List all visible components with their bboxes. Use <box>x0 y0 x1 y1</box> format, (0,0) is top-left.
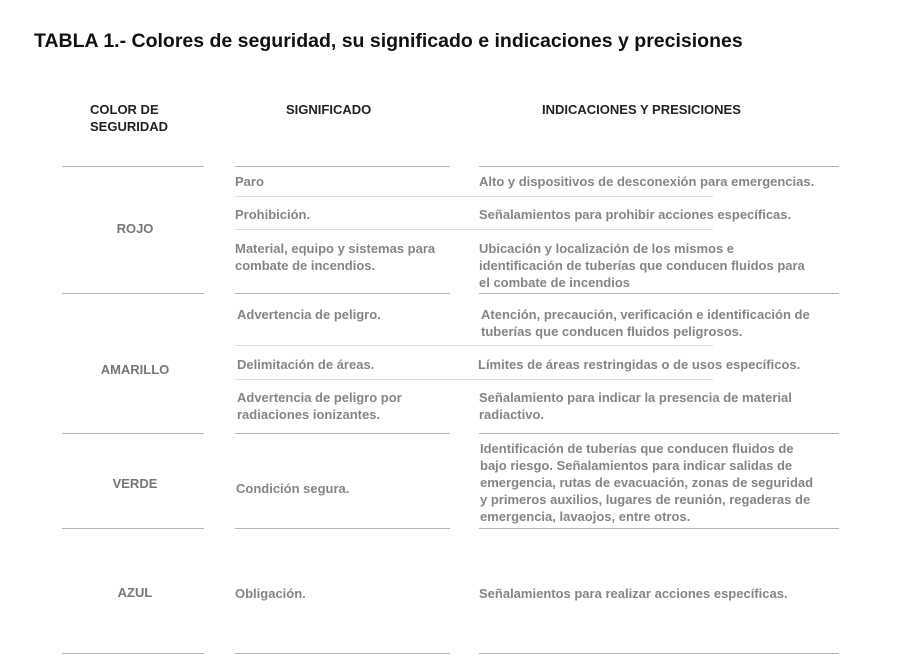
divider-ind-rojo <box>479 293 839 294</box>
significado-cell <box>237 389 467 423</box>
divider-color-amarillo <box>62 433 204 434</box>
cell-line: Obligación. <box>235 586 306 601</box>
indicaciones-cell <box>480 440 850 525</box>
divider-color-rojo <box>62 293 204 294</box>
page-title: TABLA 1.- Colores de seguridad, su significado e indicaciones y precisiones <box>34 30 743 52</box>
cell-line: Material, equipo y sistemas para <box>235 241 436 256</box>
cell-line: emergencia, lavaojos, entre otros. <box>480 509 691 524</box>
cell-line: bajo riesgo. Señalamientos para indicar salidas de <box>480 458 793 473</box>
cell-line: Delimitación de áreas. <box>237 357 375 372</box>
significado-cell <box>235 173 465 190</box>
cell-line: Atención, precaución, verificación e identificación de <box>481 307 810 322</box>
row-separator <box>235 379 713 380</box>
divider-sig-azul <box>235 653 450 654</box>
indicaciones-cell <box>479 389 849 423</box>
indicaciones-cell <box>478 356 848 373</box>
divider-color-azul <box>62 653 204 654</box>
cell-line: Señalamientos para prohibir acciones específicas. <box>479 207 792 222</box>
cell-line: Condición segura. <box>236 481 350 496</box>
cell-line: Límites de áreas restringidas o de usos específicos. <box>478 357 801 372</box>
cell-line: y primeros auxilios, lugares de reunión, regaderas de <box>480 492 811 507</box>
cell-line: combate de incendios. <box>235 258 376 273</box>
cell-line: tuberías que conducen fluidos peligrosos. <box>481 324 743 339</box>
indicaciones-cell <box>481 306 851 340</box>
cell-line: Prohibición. <box>235 207 311 222</box>
row-separator <box>235 196 713 197</box>
cell-line: Alto y dispositivos de desconexión para emergencias. <box>479 174 815 189</box>
indicaciones-cell <box>479 206 849 223</box>
color-label-rojo: ROJO <box>116 221 154 236</box>
cell-line: radiactivo. <box>479 407 545 422</box>
significado-cell <box>236 480 466 497</box>
header-color-line-1: COLOR DE <box>90 102 159 117</box>
divider-color-top <box>62 166 204 167</box>
significado-cell <box>235 240 465 274</box>
divider-ind-top <box>479 166 839 167</box>
cell-line: Señalamiento para indicar la presencia de material <box>479 390 792 405</box>
color-label-azul: AZUL <box>117 585 153 600</box>
divider-ind-amarillo <box>479 433 839 434</box>
divider-sig-amarillo <box>235 433 450 434</box>
divider-sig-rojo <box>235 293 450 294</box>
divider-ind-verde <box>479 528 839 529</box>
cell-line: Identificación de tuberías que conducen fluidos de <box>480 441 794 456</box>
significado-cell <box>237 306 467 323</box>
header-significado: SIGNIFICADO <box>286 102 372 117</box>
divider-sig-verde <box>235 528 450 529</box>
significado-cell <box>235 206 465 223</box>
cell-line: radiaciones ionizantes. <box>237 407 381 422</box>
indicaciones-cell <box>479 240 849 291</box>
cell-line: emergencia, rutas de evacuación, zonas de seguridad <box>480 475 814 490</box>
significado-cell <box>237 356 467 373</box>
cell-line: el combate de incendios <box>479 275 630 290</box>
divider-sig-top <box>235 166 450 167</box>
divider-color-verde <box>62 528 204 529</box>
cell-line: Señalamientos para realizar acciones específicas. <box>479 586 788 601</box>
cell-line: Advertencia de peligro. <box>237 307 381 322</box>
cell-line: Advertencia de peligro por <box>237 390 402 405</box>
cell-line: Paro <box>235 174 264 189</box>
header-color <box>90 101 168 135</box>
row-separator <box>235 345 713 346</box>
row-separator <box>235 229 713 230</box>
indicaciones-cell <box>479 173 849 190</box>
color-label-verde: VERDE <box>112 476 158 491</box>
cell-line: identificación de tuberías que conducen fluidos para <box>479 258 805 273</box>
header-indicaciones: INDICACIONES Y PRESICIONES <box>542 102 741 117</box>
cell-line: Ubicación y localización de los mismos e <box>479 241 735 256</box>
header-color-line-2: SEGURIDAD <box>90 119 169 134</box>
divider-ind-azul <box>479 653 839 654</box>
color-label-amarillo: AMARILLO <box>100 362 170 377</box>
indicaciones-cell <box>479 585 849 602</box>
significado-cell <box>235 585 465 602</box>
